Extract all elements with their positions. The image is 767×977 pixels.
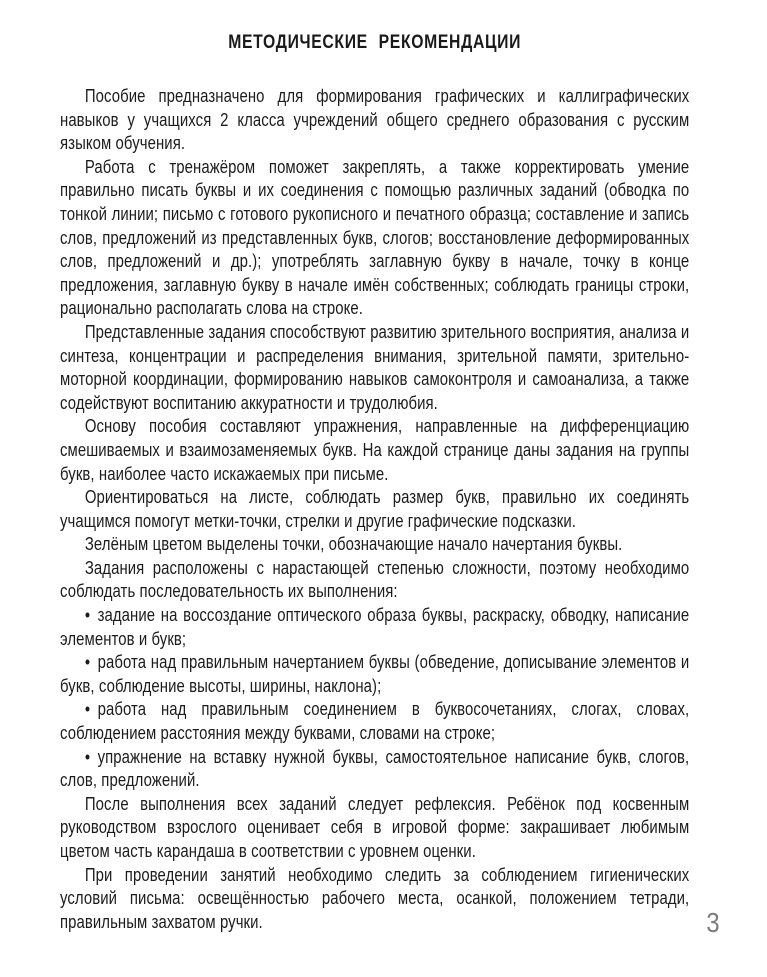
paragraph-skills-development: Представленные задания способствуют развитию зрительного восприятия, анализа и синтеза, концентрации и распределения внимания, зрительной памяти, зрительно-моторной координации, формированию навыков самоконтроля и самоанализа, а также содействуют воспитанию аккуратности и трудолюбия. bbox=[60, 321, 690, 413]
paragraph-exercise-basis: Основу пособия составляют упражнения, направленные на дифференциацию смешиваемых и взаимозаменяемых букв. На каждой странице даны задания на группы букв, наиболее часто искажаемых при письме. bbox=[60, 416, 690, 484]
bullet-dot-icon: • bbox=[84, 746, 91, 767]
bullet-dot-icon: • bbox=[84, 605, 91, 626]
bullet-item-letter-insertion bbox=[60, 746, 689, 793]
bullet-item-text: задание на воссоздание оптического образа буквы, раскраску, обводку, написание элементов и букв; bbox=[60, 605, 690, 649]
paragraph-trainer-tasks: Работа с тренажёром поможет закреплять, а также корректировать умение правильно писать буквы и их соединения с помощью различных заданий (обводка по тонкой линии; письмо с готового рукописного и печатного образца; составление и запись слов, предложений из представленных букв, слогов; восстановление деформированных слов, предложений и др.); употреблять заглавную букву в начале, точку в конце предложения, заглавную букву в начале имён собственных; соблюдать границы строки, рационально располагать слова на строке. bbox=[60, 156, 690, 319]
page-number: 3 bbox=[706, 907, 720, 938]
paragraph-graphic-hints: Ориентироваться на листе, соблюдать размер букв, правильно их соединять учащимся помогут метки-точки, стрелки и другие графические подсказки. bbox=[60, 487, 690, 531]
text-column bbox=[60, 31, 689, 934]
bullet-item-text: упражнение на вставку нужной буквы, самостоятельное написание букв, слогов, слов, предложений. bbox=[60, 746, 690, 791]
page-title: МЕТОДИЧЕСКИЕ РЕКОМЕНДАЦИИ bbox=[228, 32, 522, 53]
paragraph-reflection: После выполнения всех заданий следует рефлексия. Ребёнок под косвенным руководством взрослого оценивает себя в игровой форме: закрашивает любимым цветом часть карандаша в соответствии с уровнем оценки. bbox=[60, 793, 690, 861]
bullet-dot-icon: • bbox=[84, 699, 91, 720]
paragraph-task-order: Задания расположены с нарастающей степенью сложности, поэтому необходимо соблюдать последовательность их выполнения: bbox=[60, 557, 690, 602]
paragraph-green-dots: Зелёным цветом выделены точки, обозначающие начало начертания буквы. bbox=[84, 534, 623, 555]
bullet-item-letter-joining bbox=[60, 698, 689, 745]
bullet-item-letter-image bbox=[60, 604, 689, 651]
bullet-item-letter-tracing bbox=[60, 651, 689, 698]
bullet-item-text: работа над правильным начертанием буквы (обведение, дописывание элементов и букв, соблюдение высоты, ширины, наклона); bbox=[60, 652, 690, 696]
bullet-item-text: работа над правильным соединением в буквосочетаниях, слогах, словах, соблюдением расстояния между буквами, словами на строке; bbox=[60, 699, 690, 744]
bullet-dot-icon: • bbox=[84, 652, 91, 673]
paragraph-intro: Пособие предназначено для формирования графических и каллиграфических навыков у учащихся 2 класса учреждений общего среднего образования с русским языком обучения. bbox=[60, 86, 690, 154]
paragraph-hygiene: При проведении занятий необходимо следить за соблюдением гигиенических условий письма: освещённостью рабочего места, осанкой, положением тетради, правильным захватом ручки. bbox=[60, 864, 690, 932]
